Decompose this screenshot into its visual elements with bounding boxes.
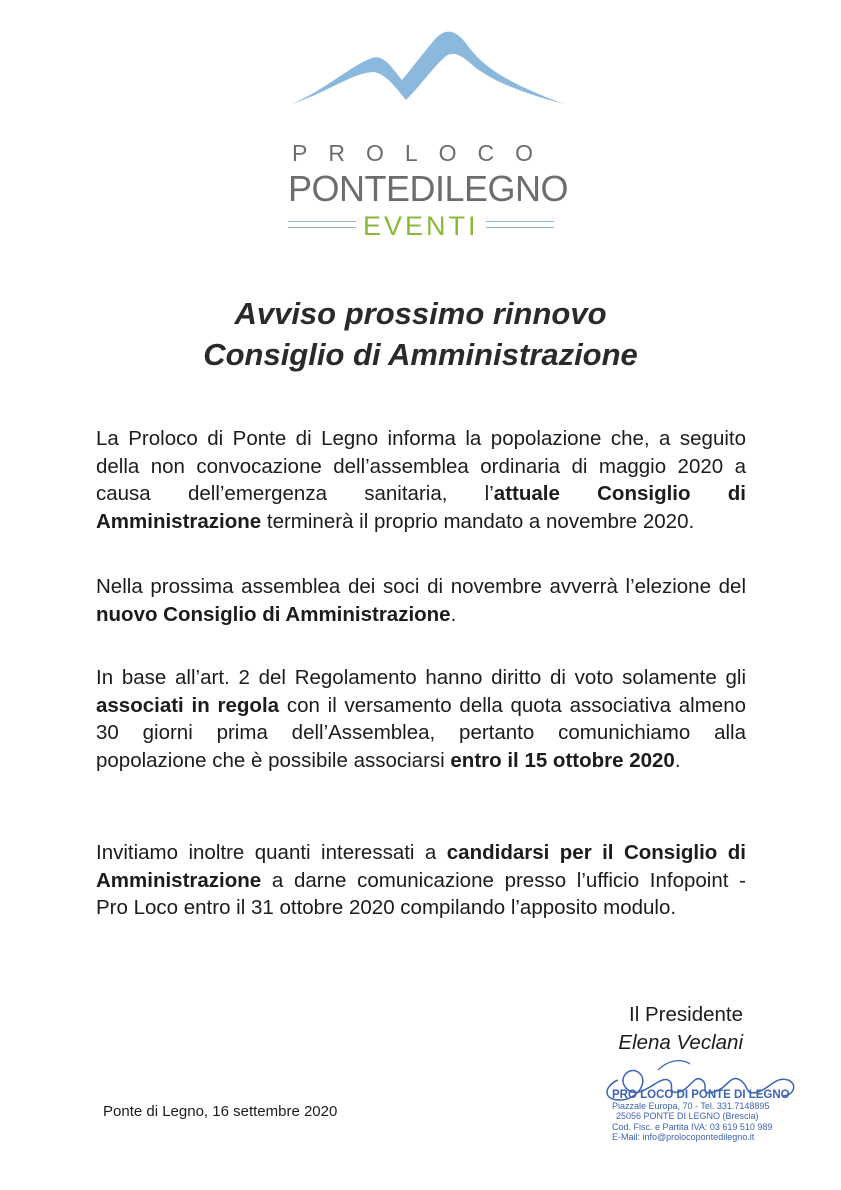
stamp-title: PRO LOCO DI PONTE DI LEGNO — [612, 1089, 790, 1101]
text-run: Nella prossima assemblea dei soci di novembre avverrà l’elezione del — [96, 575, 746, 598]
paragraph-1 — [96, 425, 746, 535]
bold-text-run: attuale Consiglio di Amministrazione — [96, 482, 746, 533]
logo-rule — [288, 227, 356, 228]
stamp-line: 25056 PONTE DI LEGNO (Brescia) — [616, 1111, 759, 1121]
brand-line-eventi-row — [288, 211, 568, 241]
text-run: In base all’art. 2 del Regolamento hanno diritto di voto solamente gli — [96, 666, 746, 689]
bold-text-run: entro il 15 ottobre 2020 — [450, 748, 675, 772]
logo-rule — [486, 221, 554, 222]
text-run: con il versamento della quota associativa almeno 30 giorni prima dell’Assemblea, pertanto comunichiamo alla popolazione che è possibile associarsi — [96, 693, 746, 772]
paragraph-3 — [96, 664, 746, 774]
organization-stamp — [598, 1050, 808, 1150]
logo-rule — [288, 221, 356, 222]
signature-name: Elena Veclani — [618, 1031, 743, 1054]
text-run: Invitiamo inoltre quanti interessati a — [96, 841, 447, 864]
logo — [280, 28, 580, 241]
place-date: Ponte di Legno, 16 settembre 2020 — [103, 1103, 338, 1120]
stamp-text — [612, 1090, 790, 1143]
bold-text-run: candidarsi per il Consiglio di Amministrazione — [96, 841, 746, 892]
stamp-line: Piazzale Europa, 70 - Tel. 331.7148895 — [612, 1100, 770, 1111]
logo-rule — [486, 227, 554, 228]
brand-line-proloco: PROLOCO — [292, 140, 555, 166]
text-run: La Proloco di Ponte di Legno informa la popolazione che, a seguito della non convocazione dell’assemblea ordinaria di maggio 2020 a causa dell’emergenza sanitaria, l’ — [96, 427, 746, 505]
paragraph-4 — [96, 839, 746, 922]
brand-line-pontedilegno: PONTEDILEGNO — [288, 168, 569, 209]
signature-role: Il Presidente — [629, 1003, 743, 1026]
stamp-line: Cod. Fisc. e Partita IVA: 03 619 510 989 — [612, 1121, 773, 1132]
text-run: a darne comunicazione presso l’ufficio Infopoint - Pro Loco entro il 31 ottobre 2020 compilando l’apposito modulo. — [96, 868, 746, 919]
text-run: . — [674, 748, 681, 772]
document-title-line2: Consiglio di Amministrazione — [203, 337, 638, 372]
brand-line-eventi: EVENTI — [363, 211, 479, 241]
paragraph-2 — [96, 573, 746, 628]
text-run: terminerà il proprio mandato a novembre 2020. — [261, 509, 695, 533]
text-run: . — [450, 602, 457, 626]
bold-text-run: nuovo Consiglio di Amministrazione — [96, 602, 451, 626]
stamp-line: E-Mail: info@prolocopontedilegno.it — [612, 1132, 755, 1142]
document-title-line1: Avviso prossimo rinnovo — [234, 296, 607, 331]
mountains-logo-graphic — [288, 28, 568, 108]
bold-text-run: associati in regola — [96, 693, 280, 717]
